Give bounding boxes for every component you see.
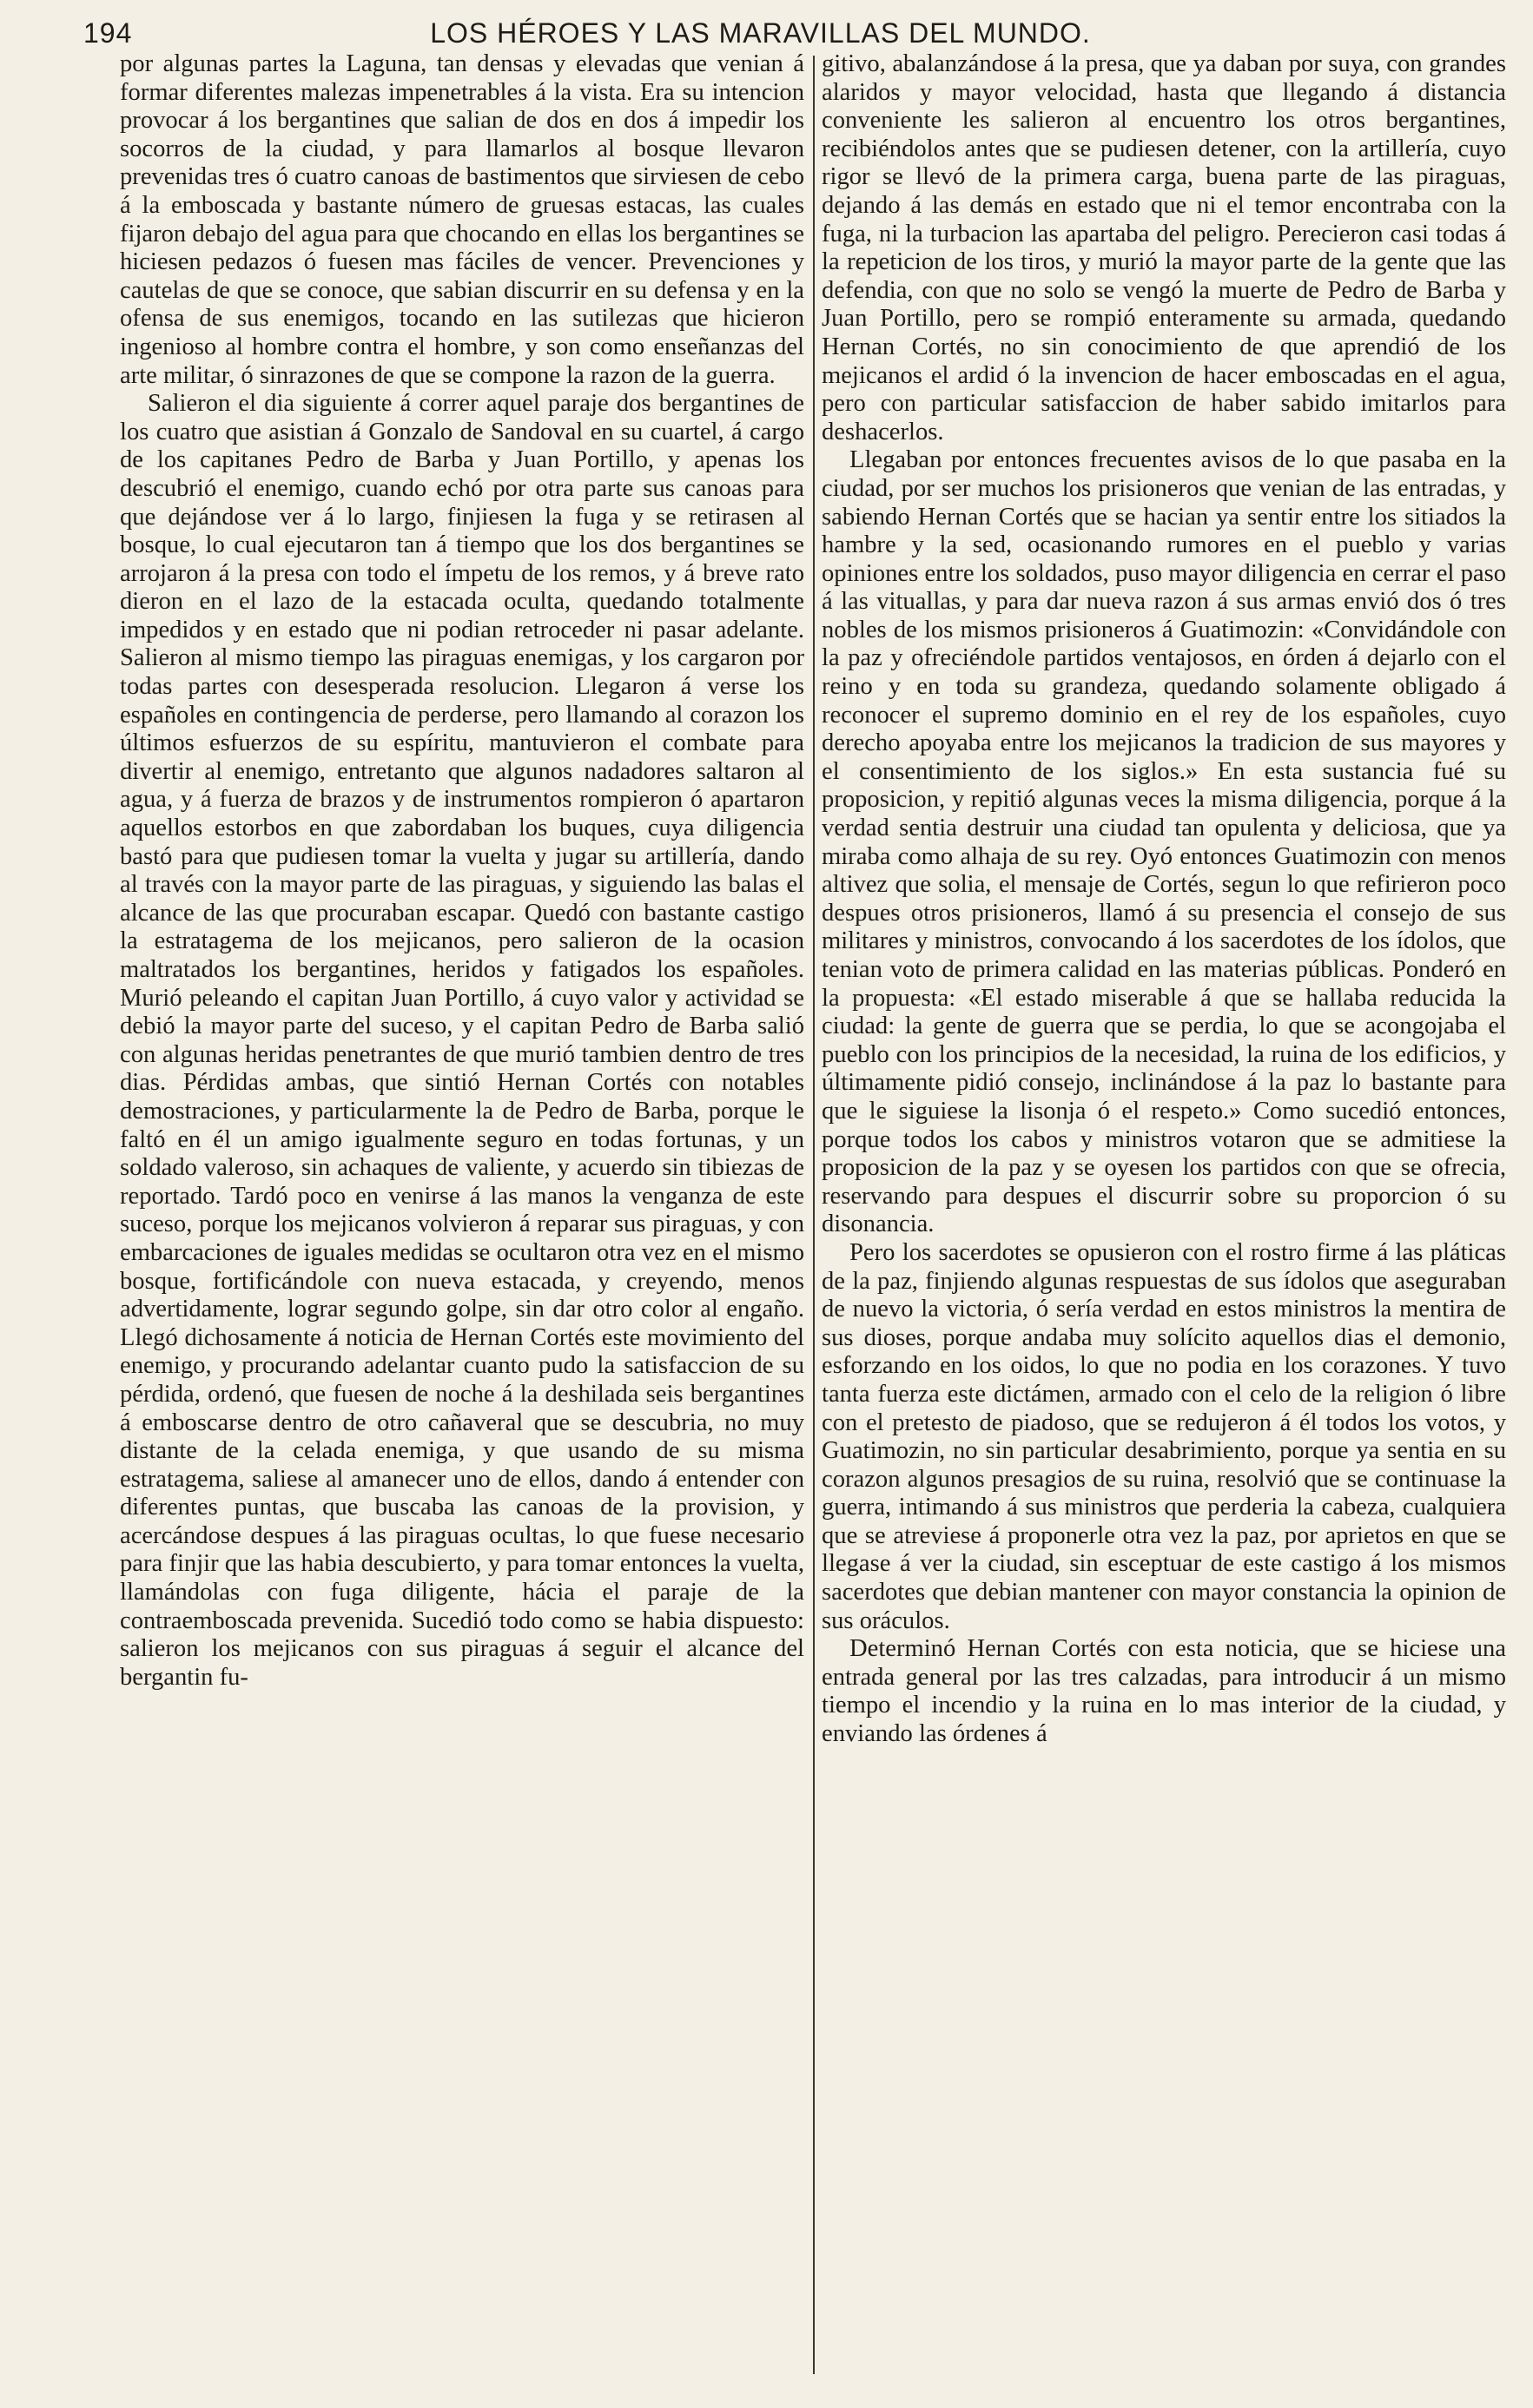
column-divider	[813, 56, 815, 2374]
page-number: 194	[83, 17, 133, 49]
paragraph: Pero los sacerdotes se opusieron con el rostro firme á las pláticas de la paz, finjiendo algunas respuestas de sus ídolos que aseguraban de nuevo la victoria, ó sería verdad en estos ministros la mentira de sus dioses, porque andaba muy solícito aquellos dias el demonio, esforzando en los oidos, lo que no podia en los corazones. Y tuvo tanta fuerza este dictámen, armado con el celo de la religion ó libre con el pretesto de piadoso, que se redujeron á él todos los votos, y Guatimozin, no sin particular desabrimiento, porque ya sentia en su corazon algunos presagios de su ruina, resolvió que se continuase la guerra, intimando á sus ministros que perderia la cabeza, cualquiera que se atreviese á proponerle otra vez la paz, por aprietos en que se llegase á ver la ciudad, sin esceptuar de este castigo á los mismos sacerdotes que debian mantener con mayor constancia la opinion de sus oráculos.	[822, 1238, 1506, 1634]
running-title: LOS HÉROES Y LAS MARAVILLAS DEL MUNDO.	[430, 17, 1091, 49]
right-column	[822, 50, 1506, 2378]
paragraph: Llegaban por entonces frecuentes avisos de lo que pasaba en la ciudad, por ser muchos los prisioneros que venian de las entradas, y sabiendo Hernan Cortés que se hacian ya sentir entre los sitiados la hambre y la sed, ocasionando rumores en el pueblo y varias opiniones entre los soldados, puso mayor diligencia en cerrar el paso á las vituallas, y para dar nueva razon á sus armas envió dos ó tres nobles de los mismos prisioneros á Guatimozin: «Convidándole con la paz y ofreciéndole partidos ventajosos, en órden á dejarlo con el reino y en toda su grandeza, quedando solamente obligado á reconocer el supremo dominio en el rey de los españoles, cuyo derecho apoyaba entre los mejicanos la tradicion de sus mayores y el consentimiento de los siglos.» En esta sustancia fué su proposicion, y repitió algunas veces la misma diligencia, porque á la verdad sentia destruir una ciudad tan opulenta y deliciosa, que ya miraba como alhaja de su rey. Oyó entonces Guatimozin con menos altivez que solia, el mensaje de Cortés, segun lo que refirieron poco despues otros prisioneros, llamó á su presencia el consejo de sus militares y ministros, convocando á los sacerdotes de los ídolos, que tenian voto de primera calidad en las materias públicas. Ponderó en la propuesta: «El estado miserable á que se hallaba reducida la ciudad: la gente de guerra que se perdia, lo que se acongojaba el pueblo con los principios de la necesidad, la ruina de los edificios, y últimamente pidió consejo, inclinándose á la paz lo bastante para que le siguiese la lisonja ó el respeto.» Como sucedió entonces, porque todos los cabos y ministros votaron que se admitiese la proposicion de la paz y se oyesen los partidos con que se ofrecia, reservando para despues el discurrir sobre su proporcion ó su disonancia.	[822, 446, 1506, 1238]
left-column	[120, 50, 804, 2378]
page-header	[83, 12, 1437, 50]
paragraph: Salieron el dia siguiente á correr aquel paraje dos bergantines de los cuatro que asistian á Gonzalo de Sandoval en su cuartel, á cargo de los capitanes Pedro de Barba y Juan Portillo, y apenas los descubrió el enemigo, cuando echó por otra parte sus canoas para que dejándose ver á lo largo, finjiesen la fuga y se retirasen al bosque, lo cual ejecutaron tan á tiempo que los dos bergantines se arrojaron á la presa con todo el ímpetu de los remos, y á breve rato dieron en el lazo de la estacada oculta, quedando totalmente impedidos y en estado que ni podian retroceder ni pasar adelante. Salieron al mismo tiempo las piraguas enemigas, y los cargaron por todas partes con desesperada resolucion. Llegaron á verse los españoles en contingencia de perderse, pero llamando al corazon los últimos esfuerzos de su espíritu, mantuvieron el combate para divertir al enemigo, entretanto que algunos nadadores saltaron al agua, y á fuerza de brazos y de instrumentos rompieron ó apartaron aquellos estorbos en que zabordaban los buques, cuya diligencia bastó para que pudiesen tomar la vuelta y jugar su artillería, dando al través con la mayor parte de las piraguas, y siguiendo las balas el alcance de las que procuraban escapar. Quedó con bastante castigo la estratagema de los mejicanos, pero salieron de la ocasion maltratados los bergantines, heridos y fatigados los españoles. Murió peleando el capitan Juan Portillo, á cuyo valor y actividad se debió la mayor parte del suceso, y el capitan Pedro de Barba salió con algunas heridas penetrantes de que murió tambien dentro de tres dias. Pérdidas ambas, que sintió Hernan Cortés con notables demostraciones, y particularmente la de Pedro de Barba, porque le faltó en él un amigo igualmente seguro en todas fortunas, y un soldado valeroso, sin achaques de valiente, y acuerdo sin tibiezas de reportado. Tardó poco en venirse á las manos la venganza de este suceso, porque los mejicanos volvieron á reparar sus piraguas, y con embarcaciones de iguales medidas se ocultaron otra vez en el mismo bosque, fortificándole con nueva estacada, y creyendo, menos advertidamente, lograr segundo golpe, sin dar otro color al engaño. Llegó dichosamente á noticia de Hernan Cortés este movimiento del enemigo, y procurando adelantar cuanto pudo la satisfaccion de su pérdida, ordenó, que fuesen de noche á la deshilada seis bergantines á emboscarse dentro de otro cañaveral que se descubria, no muy distante de la celada enemiga, y que usando de su misma estratagema, saliese al amanecer uno de ellos, dando á entender con diferentes puntas, que buscaba las canoas de la provision, y acercándose despues á las piraguas ocultas, lo que fuese necesario para finjir que las habia descubierto, y para tomar entonces la vuelta, llamándolas con fuga diligente, hácia el paraje de la contraemboscada prevenida. Sucedió todo como se habia dispuesto: salieron los mejicanos con sus piraguas á seguir el alcance del bergantin fu-	[120, 390, 804, 1691]
paragraph: Determinó Hernan Cortés con esta noticia, que se hiciese una entrada general por las tres calzadas, para introducir á un mismo tiempo el incendio y la ruina en lo mas interior de la ciudad, y enviando las órdenes á	[822, 1635, 1506, 1748]
paragraph: gitivo, abalanzándose á la presa, que ya daban por suya, con grandes alaridos y mayor velocidad, hasta que llegando á distancia conveniente les salieron al encuentro los otros bergantines, recibiéndolos antes que se pudiesen detener, con la artillería, cuyo rigor se llevó de la primera carga, buena parte de las piraguas, dejando á las demás en estado que ni el temor encontraba con la fuga, ni la turbacion las apartaba del peligro. Perecieron casi todas á la repeticion de los tiros, y murió la mayor parte de la gente que las defendia, con que no solo se vengó la muerte de Pedro de Barba y Juan Portillo, pero se rompió enteramente su armada, quedando Hernan Cortés, no sin conocimiento de que aprendió de los mejicanos el ardid ó la invencion de hacer emboscadas en el agua, pero con particular satisfaccion de haber sabido imitarlos para deshacerlos.	[822, 50, 1506, 445]
paragraph: por algunas partes la Laguna, tan densas y elevadas que venian á formar diferentes malezas impenetrables á la vista. Era su intencion provocar á los bergantines que salian de dos en dos á impedir los socorros de la ciudad, y para llamarlos al bosque llevaron prevenidas tres ó cuatro canoas de bastimentos que sirviesen de cebo á la emboscada y bastante número de gruesas estacas, las cuales fijaron debajo del agua para que chocando en ellas los bergantines se hiciesen pedazos ó fuesen mas fáciles de vencer. Prevenciones y cautelas de que se conoce, que sabian discurrir en su defensa y en la ofensa de sus enemigos, tocando en las sutilezas que hicieron ingenioso al hombre contra el hombre, y son como enseñanzas del arte militar, ó sinrazones de que se compone la razon de la guerra.	[120, 50, 804, 389]
